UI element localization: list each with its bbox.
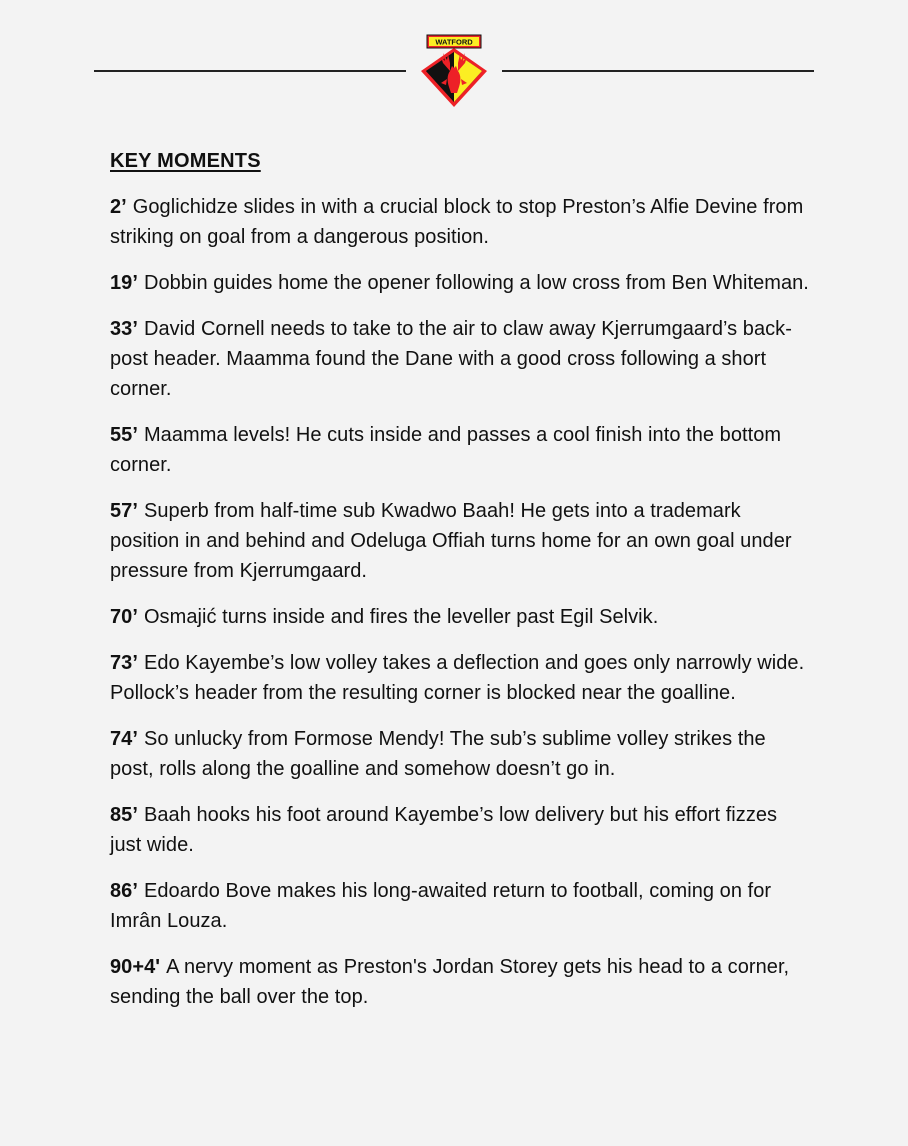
key-moments-section (110, 148, 810, 1028)
watford-crest-icon (419, 33, 489, 109)
moment-item (110, 648, 810, 708)
moment-item (110, 952, 810, 1012)
moment-text: Dobbin guides home the opener following a low cross from Ben Whiteman. (143, 272, 809, 294)
header-divider-left (94, 70, 406, 72)
moment-minute: 74’ (110, 728, 138, 750)
moment-text: Osmajić turns inside and fires the leveller past Egil Selvik. (143, 606, 659, 628)
moment-minute: 19’ (110, 272, 138, 294)
moment-text: Superb from half-time sub Kwadwo Baah! He gets into a trademark position in and behind and Odeluga Offiah turns home for an own goal under pressure from Kjerrumgaard. (110, 500, 792, 582)
moment-minute: 70’ (110, 606, 138, 628)
moment-item (110, 192, 810, 252)
moment-item (110, 724, 810, 784)
moment-item (110, 314, 810, 404)
moment-text: David Cornell needs to take to the air to claw away Kjerrumgaard’s back-post header. Maamma found the Dane with a good cross following a short corner. (110, 318, 792, 400)
moments-list (110, 192, 810, 1012)
moment-item (110, 876, 810, 936)
moment-text: A nervy moment as Preston's Jordan Storey gets his head to a corner, sending the ball over the top. (110, 956, 790, 1008)
header-divider-right (502, 70, 814, 72)
moment-text: Edoardo Bove makes his long-awaited return to football, coming on for Imrân Louza. (110, 880, 772, 932)
moment-text: Maamma levels! He cuts inside and passes a cool finish into the bottom corner. (110, 424, 782, 476)
moment-text: Baah hooks his foot around Kayembe’s low delivery but his effort fizzes just wide. (110, 804, 778, 856)
moment-minute: 33’ (110, 318, 138, 340)
moment-minute: 55’ (110, 424, 138, 446)
moment-item (110, 420, 810, 480)
key-moments-title: KEY MOMENTS (110, 150, 261, 172)
moment-item (110, 602, 810, 632)
crest-name: WATFORD (435, 37, 473, 47)
moment-minute: 73’ (110, 652, 138, 674)
moment-minute: 57’ (110, 500, 138, 522)
moment-minute: 85’ (110, 804, 138, 826)
moment-text: Edo Kayembe’s low volley takes a deflection and goes only narrowly wide. Pollock’s header from the resulting corner is blocked near the goalline. (110, 652, 805, 704)
moment-item (110, 496, 810, 586)
moment-text: Goglichidze slides in with a crucial block to stop Preston’s Alfie Devine from striking on goal from a dangerous position. (110, 196, 804, 248)
moment-item (110, 800, 810, 860)
moment-minute: 2’ (110, 196, 127, 218)
moment-text: So unlucky from Formose Mendy! The sub’s sublime volley strikes the post, rolls along the goalline and somehow doesn’t go in. (110, 728, 766, 780)
moment-item (110, 268, 810, 298)
moment-minute: 90+4' (110, 956, 161, 978)
header (0, 0, 908, 120)
moment-minute: 86’ (110, 880, 138, 902)
